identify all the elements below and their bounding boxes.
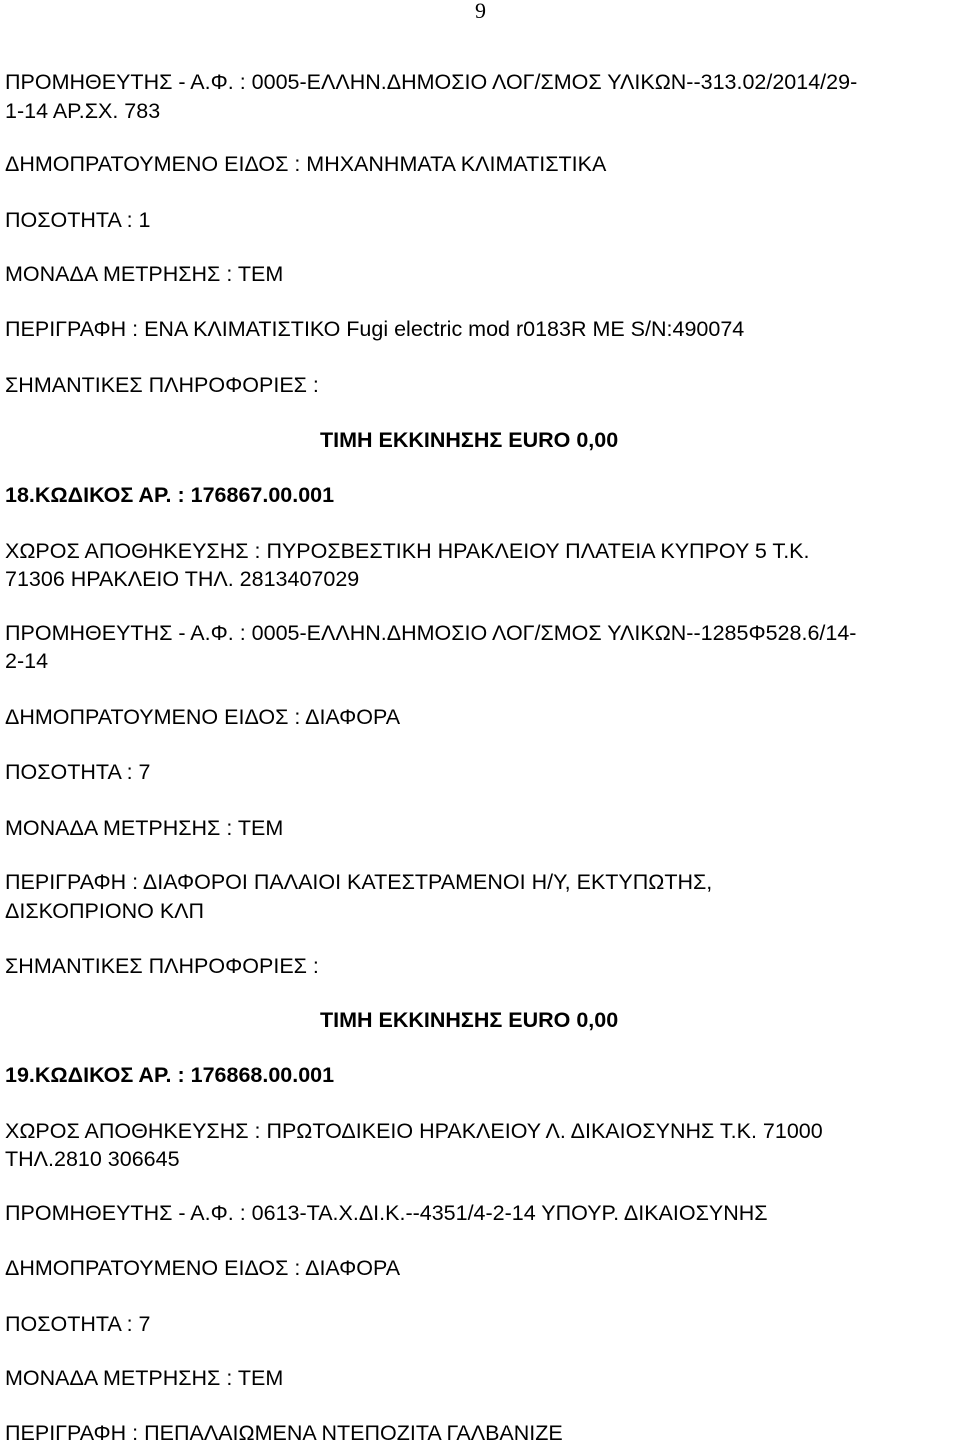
- auction-item-line: ΔΗΜΟΠΡΑΤΟΥΜΕΝΟ ΕΙΔΟΣ : ΔΙΑΦΟΡΑ: [5, 705, 401, 729]
- description-line: ΠΕΡΙΓΡΑΦΗ : ΠΕΠΑΛΑΙΩΜΕΝΑ ΝΤΕΠΟΖΙΤΑ ΓΑΛΒΑΝΙΖΕ: [5, 1421, 563, 1445]
- item-code-heading: 19.ΚΩΔΙΚΟΣ ΑΡ. : 176868.00.001: [5, 1063, 335, 1087]
- supplier-line-cont: 2-14: [5, 649, 49, 673]
- supplier-line: ΠΡΟΜΗΘΕΥΤΗΣ - Α.Φ. : 0005-ΕΛΛΗΝ.ΔΗΜΟΣΙΟ ΛΟΓ/ΣΜΟΣ ΥΛΙΚΩΝ--313.02/2014/29-: [5, 70, 858, 94]
- supplier-line: ΠΡΟΜΗΘΕΥΤΗΣ - Α.Φ. : 0005-ΕΛΛΗΝ.ΔΗΜΟΣΙΟ ΛΟΓ/ΣΜΟΣ ΥΛΙΚΩΝ--1285Φ528.6/14-: [5, 621, 857, 645]
- quantity-line: ΠΟΣΟΤΗΤΑ : 7: [5, 1312, 151, 1336]
- important-info-line: ΣΗΜΑΝΤΙΚΕΣ ΠΛΗΡΟΦΟΡΙΕΣ :: [5, 373, 319, 397]
- starting-price: ΤΙΜΗ ΕΚΚΙΝΗΣΗΣ EURO 0,00: [320, 1008, 619, 1032]
- storage-location-cont: ΤΗΛ.2810 306645: [5, 1147, 180, 1171]
- starting-price: ΤΙΜΗ ΕΚΚΙΝΗΣΗΣ EURO 0,00: [320, 428, 619, 452]
- auction-item-line: ΔΗΜΟΠΡΑΤΟΥΜΕΝΟ ΕΙΔΟΣ : ΔΙΑΦΟΡΑ: [5, 1256, 401, 1280]
- storage-location-line: ΧΩΡΟΣ ΑΠΟΘΗΚΕΥΣΗΣ : ΠΡΩΤΟΔΙΚΕΙΟ ΗΡΑΚΛΕΙΟΥ Λ. ΔΙΚΑΙΟΣΥΝΗΣ Τ.Κ. 71000: [5, 1119, 823, 1143]
- description-line-cont: ΔΙΣΚΟΠΡΙΟΝΟ ΚΛΠ: [5, 899, 205, 923]
- description-line: ΠΕΡΙΓΡΑΦΗ : ΔΙΑΦΟΡΟΙ ΠΑΛΑΙΟΙ ΚΑΤΕΣΤΡΑΜΕΝΟΙ Η/Υ, ΕΚΤΥΠΩΤΗΣ,: [5, 870, 713, 894]
- supplier-line-cont: 1-14 ΑΡ.ΣΧ. 783: [5, 99, 161, 123]
- quantity-line: ΠΟΣΟΤΗΤΑ : 7: [5, 760, 151, 784]
- unit-line: ΜΟΝΑΔΑ ΜΕΤΡΗΣΗΣ : ΤΕΜ: [5, 816, 284, 840]
- supplier-line: ΠΡΟΜΗΘΕΥΤΗΣ - Α.Φ. : 0613-ΤΑ.Χ.ΔΙ.Κ.--4351/4-2-14 ΥΠΟΥΡ. ΔΙΚΑΙΟΣΥΝΗΣ: [5, 1201, 768, 1225]
- auction-item-line: ΔΗΜΟΠΡΑΤΟΥΜΕΝΟ ΕΙΔΟΣ : ΜΗΧΑΝΗΜΑΤΑ ΚΛΙΜΑΤΙΣΤΙΚΑ: [5, 152, 607, 176]
- quantity-line: ΠΟΣΟΤΗΤΑ : 1: [5, 208, 151, 232]
- item-code-heading: 18.ΚΩΔΙΚΟΣ ΑΡ. : 176867.00.001: [5, 483, 335, 507]
- unit-line: ΜΟΝΑΔΑ ΜΕΤΡΗΣΗΣ : ΤΕΜ: [5, 262, 284, 286]
- storage-location-cont: 71306 ΗΡΑΚΛΕΙΟ ΤΗΛ. 2813407029: [5, 567, 360, 591]
- description-line: ΠΕΡΙΓΡΑΦΗ : ΕΝΑ ΚΛΙΜΑΤΙΣΤΙΚΟ Fugi electric mod r0183R ΜΕ S/N:490074: [5, 317, 745, 341]
- storage-location-line: ΧΩΡΟΣ ΑΠΟΘΗΚΕΥΣΗΣ : ΠΥΡΟΣΒΕΣΤΙΚΗ ΗΡΑΚΛΕΙΟΥ ΠΛΑΤΕΙΑ ΚΥΠΡΟΥ 5 Τ.Κ.: [5, 539, 810, 563]
- important-info-line: ΣΗΜΑΝΤΙΚΕΣ ΠΛΗΡΟΦΟΡΙΕΣ :: [5, 954, 319, 978]
- page-number: 9: [475, 0, 486, 23]
- unit-line: ΜΟΝΑΔΑ ΜΕΤΡΗΣΗΣ : ΤΕΜ: [5, 1366, 284, 1390]
